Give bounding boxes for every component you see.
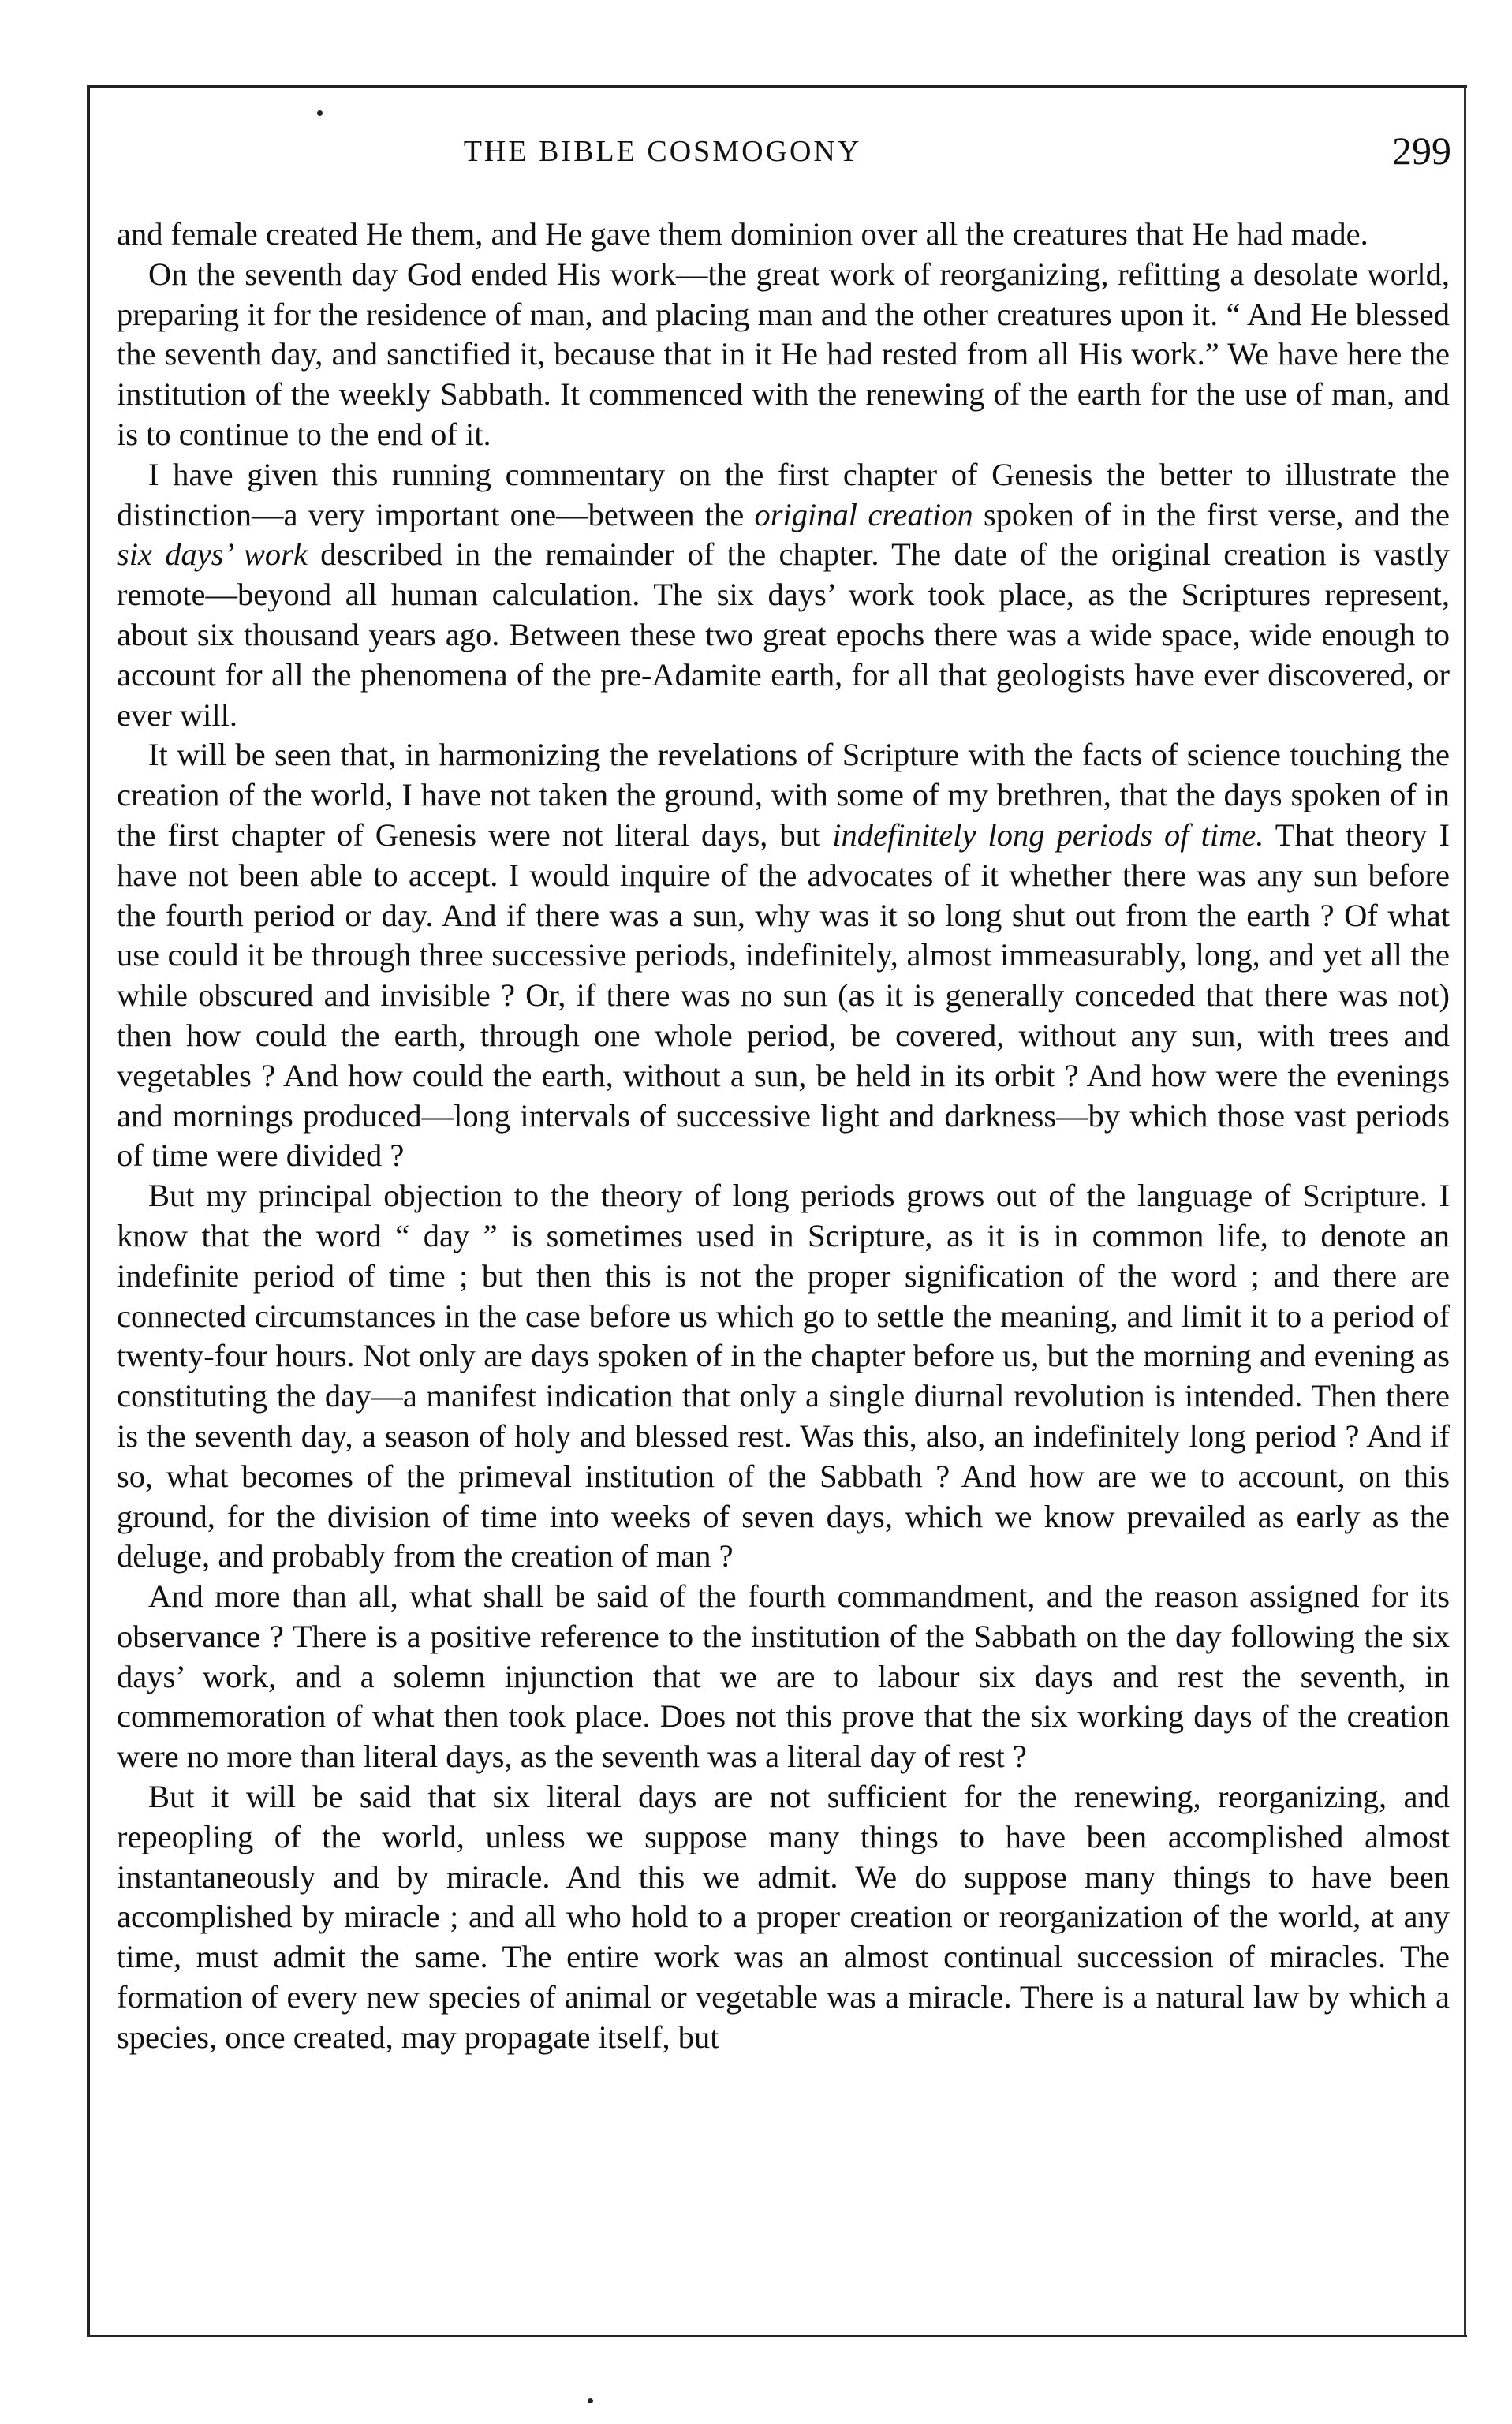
italic-phrase: six days’ work (117, 536, 308, 573)
paragraph (117, 1777, 1450, 2058)
paragraph (117, 255, 1450, 455)
text-run: and female created He them, and He gave them dominion over all the creatures that He had made. (117, 216, 1368, 252)
paragraph (117, 1176, 1450, 1577)
text-run: But my principal objection to the theory of long periods grows out of the language of Scripture. I know that the word “ day ” is sometimes used in Scripture, as it is in common life, to denote an indefinite period of time ; but then this is not the proper signification of the word ; and there are connected circumstances in the case before us which go to settle the meaning, and limit it to a period of twenty-four hours. Not only are days spoken of in the chapter before us, but the morning and evening as constituting the day—a manifest indication that only a single diurnal revolution is intended. Then there is the seventh day, a season of holy and blessed rest. Was this, also, an indefinitely long period ? And if so, what becomes of the primeval institution of the Sabbath ? And how are we to account, on this ground, for the division of time into weeks of seven days, which we know prevailed as early as the deluge, and probably from the creation of man ? (117, 1178, 1450, 1574)
speck-bottom (588, 2398, 593, 2403)
italic-phrase: original creation (754, 496, 973, 532)
page-border-top (87, 85, 1467, 88)
text-run: And more than all, what shall be said of the fourth commandment, and the reason assigned for its observance ? There is a positive reference to the institution of the Sabbath on the day following the six days’ work, and a solemn injunction that we are to labour six days and rest the seventh, in commemoration of what then took place. Does not this prove that the six working days of the creation were no more than literal days, as the seventh was a literal day of rest ? (117, 1578, 1450, 1775)
text-run: It will be seen that, in harmonizing the revelations of Scripture with the facts of science touching the creation of the world, I have not taken the ground, with some of my brethren, that the days spoken of in the first chapter of Genesis were not literal days, but (117, 737, 1450, 853)
page-header (110, 129, 1451, 189)
running-head: THE BIBLE COSMOGONY (463, 135, 862, 168)
text-run: But it will be said that six literal days are not sufficient for the renewing, reorganizing, and repeopling of the world, unless we suppose many things to have been accomplished almost instantaneously and by miracle. And this we admit. We do suppose many things to have been accomplished by miracle ; and all who hold to a proper creation or reorganization of the world, at any time, must admit the same. The entire work was an almost continual succession of miracles. The formation of every new species of animal or vegetable was a miracle. There is a natural law by which a species, once created, may propagate itself, but (117, 1779, 1450, 2055)
text-run: I have given this running commentary on the first chapter of Genesis the better to illustrate the distinction—a very important one—between the (117, 456, 1450, 532)
paragraph (117, 1577, 1450, 1777)
text-run: That theory I have not been able to accept. I would inquire of the advocates of it whether there was any sun before the fourth period or day. And if there was a sun, why was it so long shut out from the earth ? Of what use could it be through three successive periods, indefinitely, almost immeasurably, long, and yet all the while obscured and invisible ? Or, if there was no sun (as it is generally conceded that there was not) then how could the earth, through one whole period, be covered, without any sun, with trees and vegetables ? And how could the earth, without a sun, be held in its orbit ? And how were the evenings and mornings produced—long intervals of successive light and darkness—by which those vast periods of time were divided ? (117, 816, 1450, 1174)
page-border-bottom (87, 2335, 1467, 2337)
paragraph (117, 735, 1450, 1176)
text-run: spoken of in the first verse, and the (973, 496, 1450, 532)
paragraph (117, 455, 1450, 736)
page-border-right (1464, 87, 1466, 2335)
speck-top (317, 110, 323, 116)
page-number: 299 (1392, 129, 1451, 173)
text-run: On the seventh day God ended His work—the great work of reorganizing, refitting a desolate world, preparing it for the residence of man, and placing man and the other creatures upon it. “ And He blessed the seventh day, and sanctified it, because that in it He had rested from all His work.” We have here the institution of the weekly Sabbath. It commenced with the renewing of the earth for the use of man, and is to continue to the end of it. (117, 256, 1450, 452)
paragraph (117, 215, 1450, 255)
italic-phrase: indefinitely long periods of time. (832, 816, 1264, 853)
page-border-left (87, 87, 90, 2335)
body-text (117, 215, 1450, 2058)
text-run: described in the remainder of the chapter. The date of the original creation is vastly remote—beyond all human calculation. The six days’ work took place, as the Scriptures represent, about six thousand years ago. Between these two great epochs there was a wide space, wide enough to account for all the phenomena of the pre-Adamite earth, for all that geologists have ever discovered, or ever will. (117, 536, 1450, 733)
